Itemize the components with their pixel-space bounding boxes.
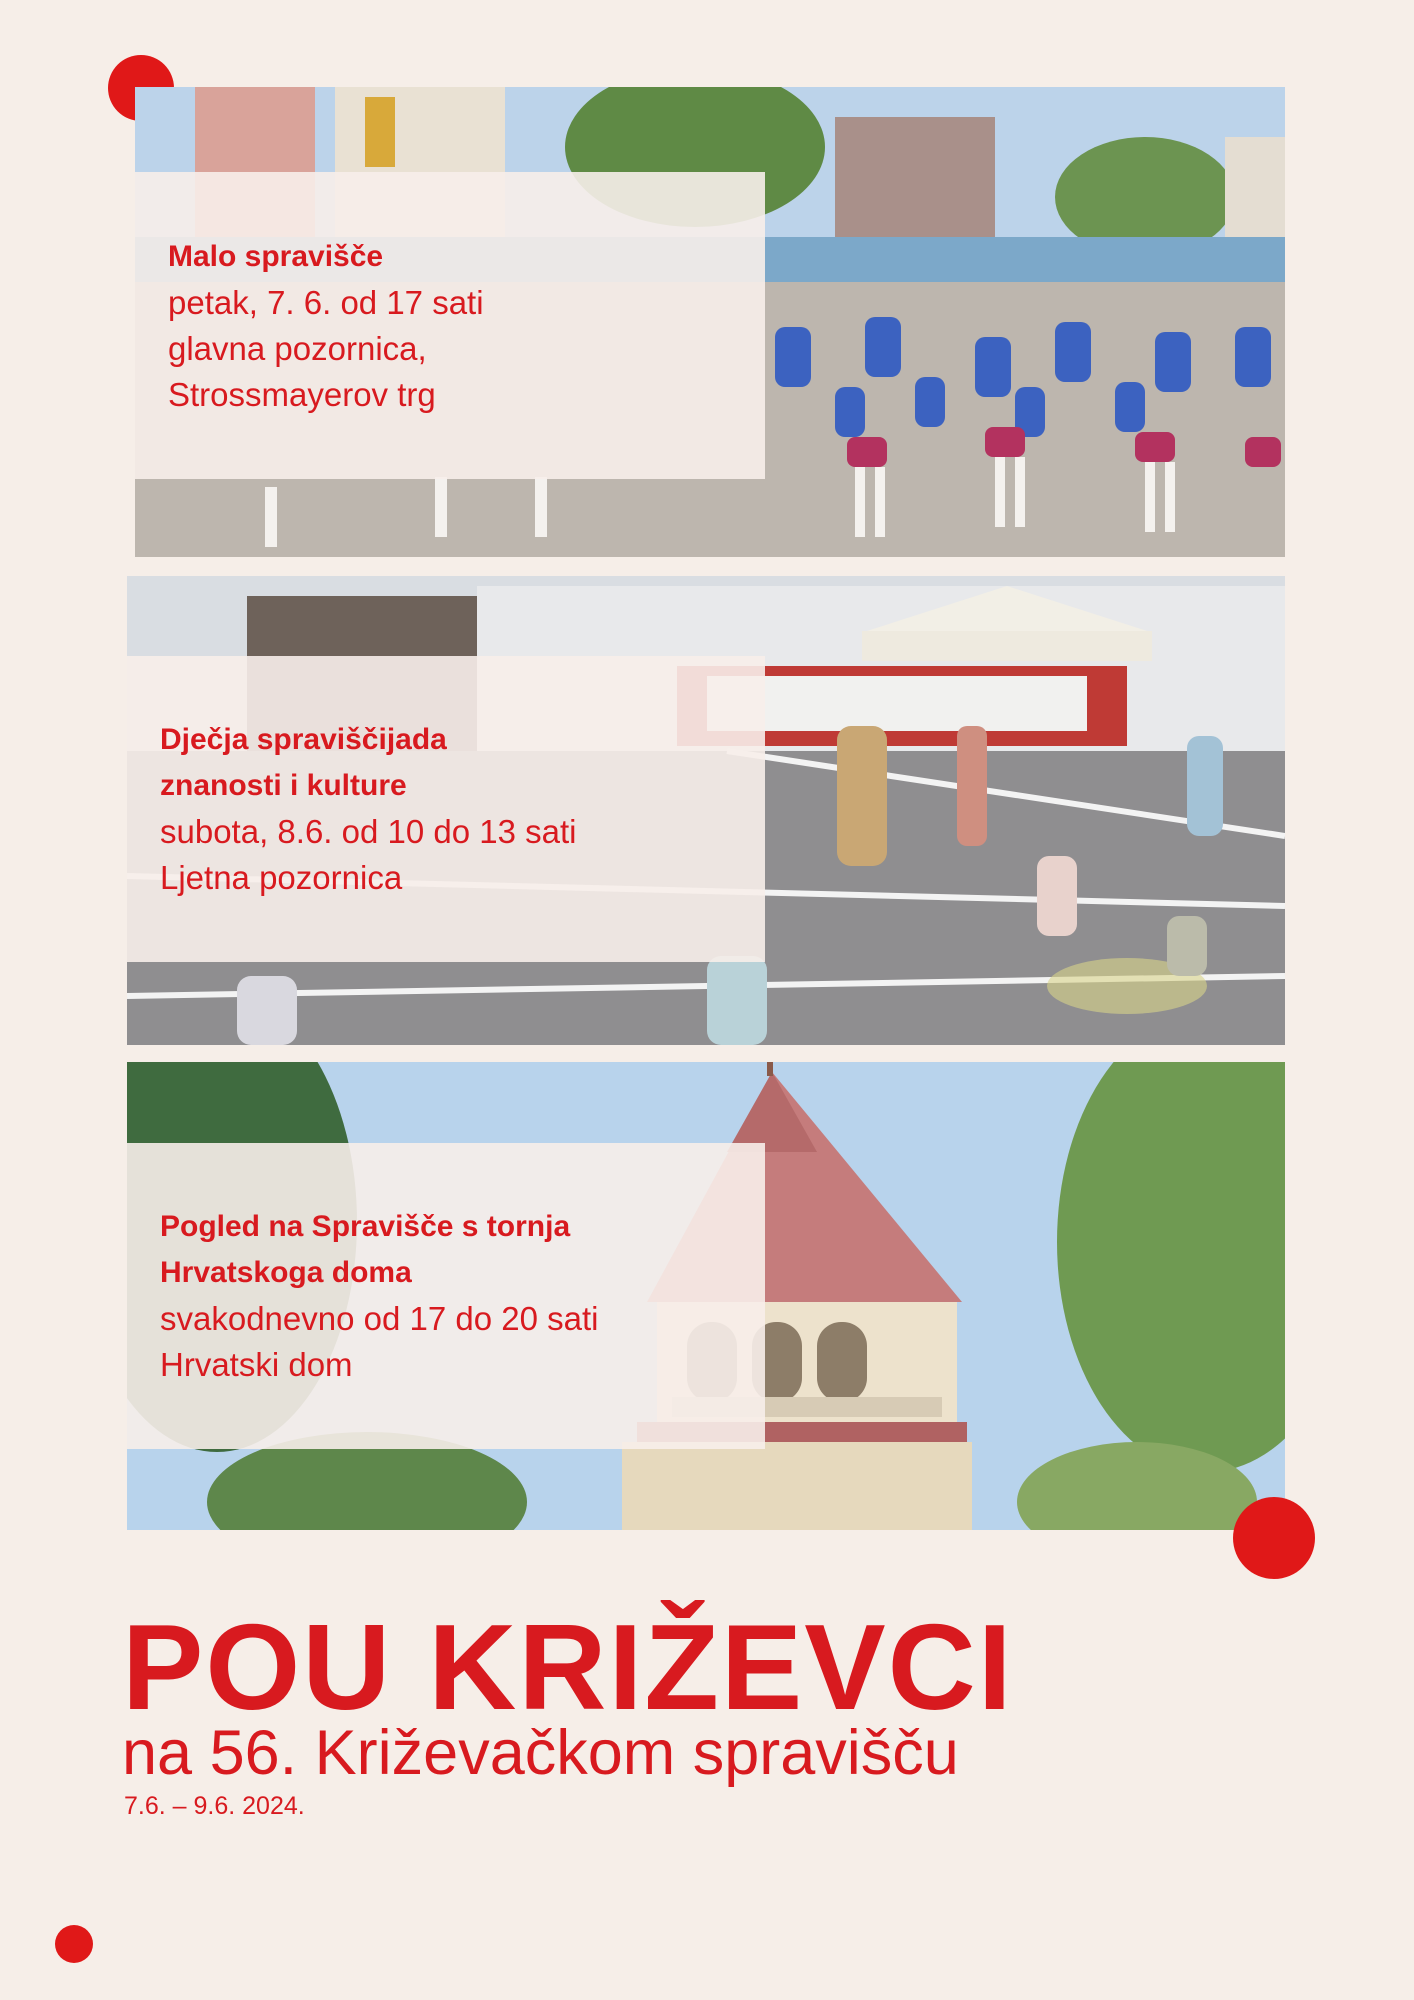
event-card-djecja-spraviscijada (127, 656, 765, 962)
event-detail: glavna pozornica, (168, 329, 427, 367)
event-title: Pogled na Spravišče s tornja (160, 1210, 571, 1243)
event-card-malo-spravisce (135, 172, 765, 479)
event-detail: subota, 8.6. od 10 do 13 sati (160, 813, 577, 850)
event-title: Dječja spraviščijada (160, 723, 447, 756)
event-title: Malo spravišče (168, 239, 384, 273)
decorative-dot-bottom-left (55, 1925, 93, 1963)
poster-title: POU KRIŽEVCI (122, 1599, 1014, 1735)
poster-subtitle: na 56. Križevačkom spravišču (122, 1718, 959, 1788)
event-detail: Hrvatski dom (160, 1346, 353, 1383)
poster-dates: 7.6. – 9.6. 2024. (124, 1792, 305, 1820)
event-detail: petak, 7. 6. od 17 sati (168, 283, 484, 321)
decorative-dot-right (1233, 1497, 1315, 1579)
event-title: Hrvatskoga doma (160, 1256, 412, 1289)
event-card-pogled-s-tornja (127, 1143, 765, 1449)
event-detail: Ljetna pozornica (160, 859, 403, 896)
event-detail: Strossmayerov trg (168, 375, 436, 413)
event-detail: svakodnevno od 17 do 20 sati (160, 1300, 599, 1337)
event-title: znanosti i kulture (160, 769, 407, 802)
